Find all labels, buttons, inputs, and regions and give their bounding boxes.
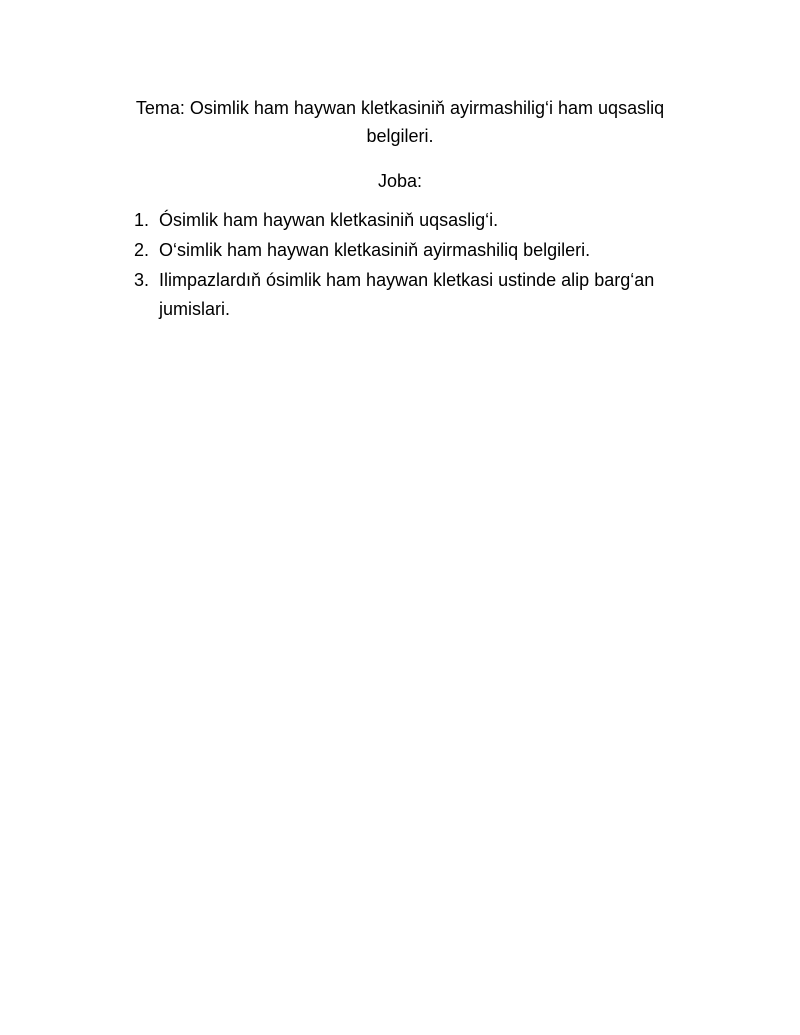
plan-item-text: O‘simlik ham haywan kletkasiniň ayirmashiliq belgileri. (159, 240, 591, 260)
plan-item-number: 3. (134, 270, 150, 290)
plan-item-text: Ilimpazlardıň ósimlik ham haywan kletkasi ustinde alip barg‘an jumislari. (159, 270, 655, 319)
plan-item-number: 2. (134, 240, 150, 260)
document-title: Tema: Osimlik ham haywan kletkasiniň ayirmashilig‘i ham uqsasliq belgileri. (135, 98, 665, 146)
plan-item-text: Ósimlik ham haywan kletkasiniň uqsaslig‘i. (159, 210, 499, 230)
plan-heading: Joba: (377, 171, 423, 191)
plan-item (134, 266, 714, 324)
plan-item (134, 236, 714, 265)
plan-list (134, 206, 714, 325)
plan-item (134, 206, 714, 235)
plan-item-number: 1. (134, 210, 150, 230)
